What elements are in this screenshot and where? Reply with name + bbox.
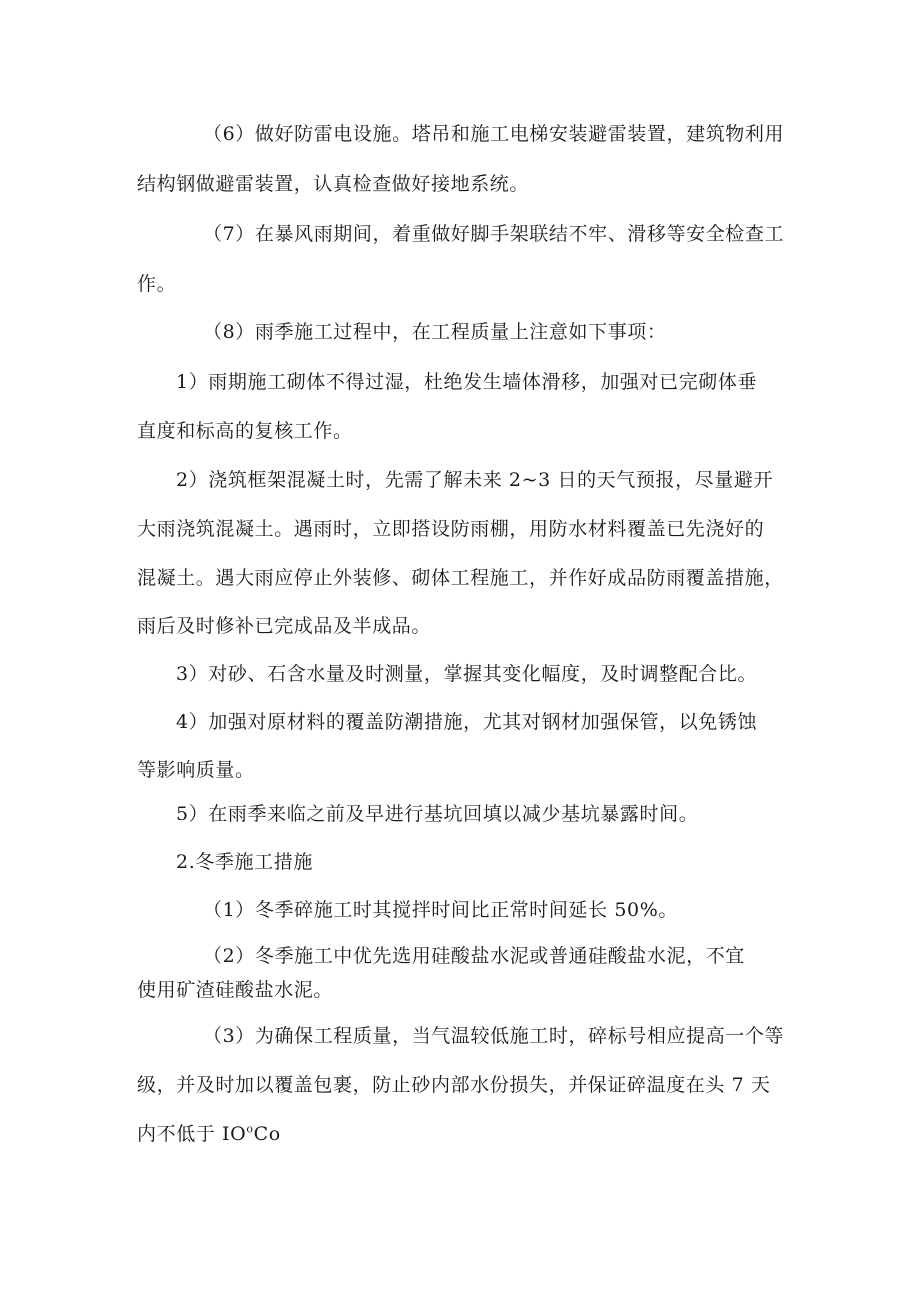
text-line: 级，并及时加以覆盖包裹，防止砂内部水份损失，并保证碎温度在头 7 天 bbox=[137, 1074, 771, 1096]
text-line: 5）在雨季来临之前及早进行基坑回填以减少基坑暴露时间。 bbox=[176, 803, 699, 825]
text-line: 使用矿渣硅酸盐水泥。 bbox=[137, 979, 334, 1001]
text-line: 大雨浇筑混凝土。遇雨时，立即搭设防雨棚，用防水材料覆盖已先浇好的 bbox=[137, 518, 765, 540]
text-line: 3）对砂、石含水量及时测量，掌握其变化幅度，及时调整配合比。 bbox=[176, 663, 758, 685]
text-line: （3）为确保工程质量，当气温较低施工时，碎标号相应提高一个等 bbox=[203, 1025, 785, 1047]
text-line: 作。 bbox=[137, 273, 177, 295]
text-line: （1）冬季碎施工时其搅拌时间比正常时间延长 50%。 bbox=[203, 899, 678, 921]
section-heading: 2.冬季施工措施 bbox=[176, 851, 313, 873]
degree-superscript: o bbox=[246, 1122, 254, 1136]
text-line: （6）做好防雷电设施。塔吊和施工电梯安装避雷装置，建筑物利用 bbox=[203, 123, 785, 145]
last-line-suffix: Co bbox=[253, 1123, 281, 1145]
last-line-prefix: 内不低于 IO bbox=[137, 1123, 247, 1145]
text-line: 雨后及时修补已完成品及半成品。 bbox=[137, 615, 432, 637]
text-line: 1）雨期施工砌体不得过湿，杜绝发生墙体滑移，加强对已完砌体垂 bbox=[176, 371, 758, 393]
text-line: 混凝土。遇大雨应停止外装修、砌体工程施工，并作好成品防雨覆盖措施， bbox=[137, 567, 784, 589]
text-line: （7）在暴风雨期间，着重做好脚手架联结不牢、滑移等安全检查工 bbox=[203, 223, 785, 245]
text-line: 直度和标高的复核工作。 bbox=[137, 420, 353, 442]
text-line: 等影响质量。 bbox=[137, 759, 255, 781]
text-line: 结构钢做避雷装置，认真检查做好接地系统。 bbox=[137, 173, 530, 195]
text-line: （8）雨季施工过程中，在工程质量上注意如下事项： bbox=[203, 321, 667, 343]
text-line: 2）浇筑框架混凝土时，先需了解未来 2~3 日的天气预报，尽量避开 bbox=[176, 469, 774, 491]
text-line: （2）冬季施工中优先选用硅酸盐水泥或普通硅酸盐水泥，不宜 bbox=[203, 945, 745, 967]
text-line-last bbox=[137, 1122, 281, 1146]
text-line: 4）加强对原材料的覆盖防潮措施，尤其对钢材加强保管，以免锈蚀 bbox=[176, 711, 758, 733]
